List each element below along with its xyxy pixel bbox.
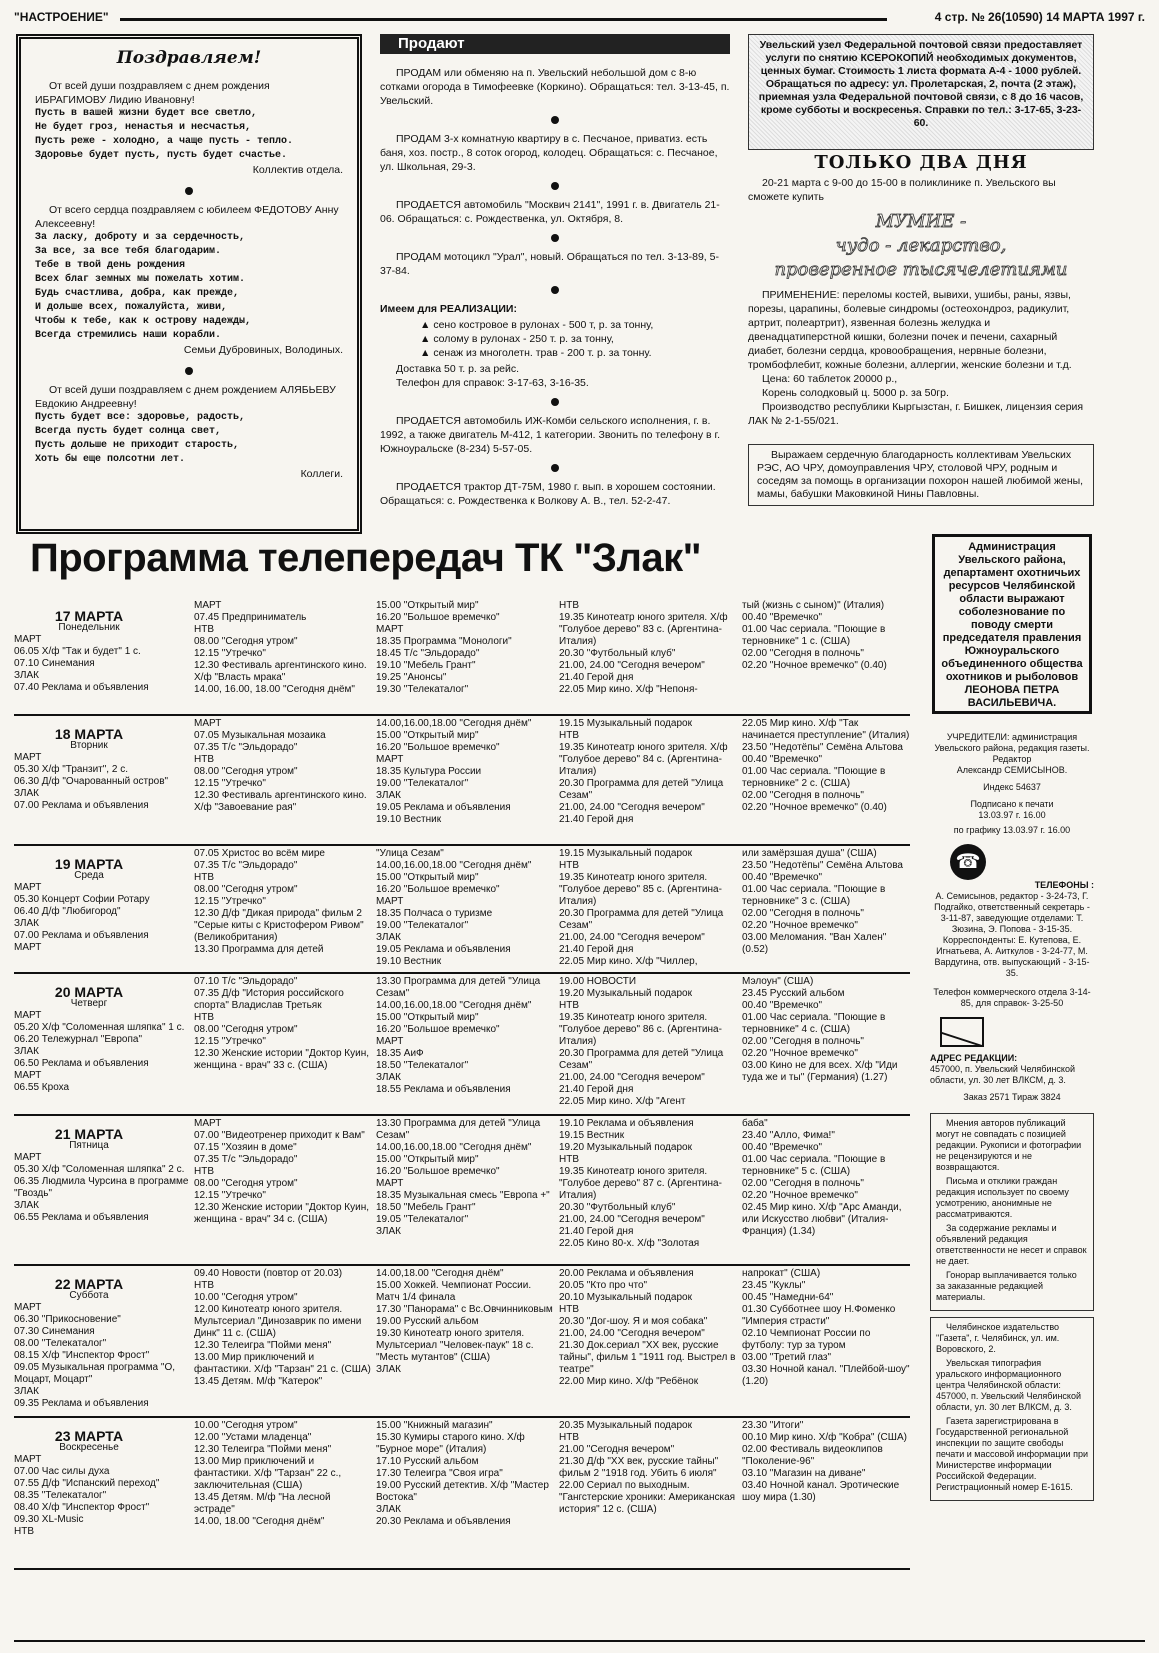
tv-listing: 13.30 Программа для детей "Улица Сезам" 14.00,16.00,18.00 "Сегодня днём" 15.00 "Открытый мир" 16.20 "Большое времечко" МАРТ 18.35 АиФ 18.50 "Телекаталог" ЗЛАК 18.55 Реклама и объявления: [376, 976, 541, 1095]
poem-line: Здоровье будет пусть, пусть будет счастье.: [35, 150, 288, 161]
tv-day-date: 18 МАРТА: [54, 726, 124, 742]
tv-listing: 19.00 НОВОСТИ 19.20 Музыкальный подарок НТВ 19.35 Кинотеатр юного зрителя. "Голубое дерево" 86 с. (Аргентина-Италия) 20.30 Программа для детей "Улица Сезам" 21.00, 24.00 "Сегодня вечером" 21.40 Герой дня 22.05 Мир кино. Х/ф "Агент: [559, 976, 724, 1107]
poem-line: Пусть в вашей жизни будет все светло,: [35, 108, 258, 119]
greeting-intro: От всей души поздравляем с днем рождением АЛЯБЬЕВУ Евдокию Андреевну!: [35, 384, 336, 410]
sale-ad: ПРОДАЕТСЯ автомобиль ИЖ-Комби сельского исполнения, г. в. 1992, а также двигатель М-412, 1 категории. Звонить по телефону в г. Южноуральске (8-234) 5-57-05.: [380, 415, 720, 455]
publisher-info: [930, 1317, 1094, 1501]
tv-listing: 13.30 Программа для детей "Улица Сезам" 14.00,16.00,18.00 "Сегодня днём" 15.00 "Открытый мир" 16.20 "Большое времечко" МАРТ 18.35 Музыкальная смесь "Европа +" 18.50 "Мебель Грант" 19.05 "Телекаталог" ЗЛАК: [376, 1118, 550, 1237]
separator-dot: [551, 234, 559, 242]
separator-dot: [185, 187, 193, 195]
realization-item: ▲ сенаж из многолетн. трав - 200 т. р. за тонну.: [420, 346, 730, 360]
tv-day: [14, 716, 910, 846]
tv-day: [14, 598, 910, 716]
realization-title: Имеем для РЕАЛИЗАЦИИ:: [380, 303, 517, 315]
separator-dot: [185, 367, 193, 375]
separator-dot: [551, 398, 559, 406]
tv-day-column: [14, 600, 194, 694]
mumiyo-ad-intro: 20-21 марта с 9-00 до 15-00 в поликлинике п. Увельского вы сможете купить: [748, 177, 1056, 203]
tv-day-date: 22 МАРТА: [54, 1276, 124, 1292]
tv-day-weekday: Воскресенье: [59, 1442, 119, 1453]
address-title: АДРЕС РЕДАКЦИИ:: [930, 1053, 1018, 1063]
tv-day-column: [14, 848, 194, 954]
poem-line: Пусть реже - холодно, а чаще пусть - тепло.: [35, 136, 294, 147]
print-order: Заказ 2571 Тираж 3824: [963, 1092, 1061, 1102]
sale-ad: ПРОДАМ 3-х комнатную квартиру в с. Песчаное, приватиз. есть баня, хоз. постр., 8 соток огород, колодец. Обращаться: с. Песчаное, ул. Школьная, 29-3.: [380, 133, 718, 173]
poem-line: Всегда стремились наши корабли.: [35, 330, 222, 341]
tv-day-weekday: Вторник: [70, 740, 108, 751]
sale-ad: ПРОДАМ или обменяю на п. Увельский небольшой дом с 8-ю сотками огорода в Тимофеевке (Коркино). Обращаться: тел. 3-13-45, п. Увельский.: [380, 67, 730, 107]
delivery-note: Доставка 50 т. р. за рейс.: [396, 363, 520, 375]
tv-day: [14, 846, 910, 974]
thanks-notice: Выражаем сердечную благодарность коллективам Увельских РЭС, АО ЧРУ, домоуправления ЧРУ, столовой ЧРУ, родным и соседям за помощь в организации похорон нашей любимой жены, мамы, бабушки Маковкиной Нины Павловны.: [748, 444, 1094, 506]
greeting-signature: Коллеги.: [300, 468, 343, 480]
tv-day: [14, 1116, 910, 1266]
poem-line: Пусть будет все: здоровье, радость,: [35, 412, 246, 423]
realization-item: ▲ солому в рулонах - 250 т. р. за тонну,: [420, 332, 730, 346]
tv-listing: 22.05 Мир кино. Х/ф "Так начинается преступление" (Италия) 23.50 "Недотёпы" Семёна Альтова 00.40 "Времечко" 01.00 Час сериала. "Поющие в терновнике" 2 с. (США) 02.00 "Сегодня в полночь" 02.20 "Ночное времечко" (0.40): [742, 718, 910, 813]
poem-line: За все, за все тебя благодарим.: [35, 246, 222, 257]
separator-dot: [551, 464, 559, 472]
tv-listing: 14.00,16.00,18.00 "Сегодня днём" 15.00 "Открытый мир" 16.20 "Большое времечко" МАРТ 18.35 Культура России 19.00 "Телекаталог" ЗЛАК 19.05 Реклама и объявления 19.10 Вестник: [376, 718, 532, 825]
poem-line: Всех благ земных мы пожелать хотим.: [35, 274, 246, 285]
tv-day-column: [14, 1420, 194, 1538]
tv-listing: МАРТ 05.30 Концерт Софии Ротару 06.40 Д/ф "Любигород" ЗЛАК 07.00 Реклама и объявления МАРТ: [14, 882, 150, 953]
tv-day-date: 20 МАРТА: [54, 984, 124, 1000]
poem-line: Тебе в твой день рождения: [35, 260, 186, 271]
publisher-line: Увельская типография уральского информационного центра Челябинской области: 457000, п. Увельский Челябинской области, ул. 30 лет ВЛКСМ, д. 3.: [936, 1358, 1081, 1412]
tv-listing: 14.00,18.00 "Сегодня днём" 15.00 Хоккей. Чемпионат России. Матч 1/4 финала 17.30 "Панорама" с Вс.Овчинниковым 19.00 Русский альбом 19.30 Кинотеатр юного зрителя. Мультсериал "Человек-паук" 18 с. "Месть мутантов" (США) ЗЛАК: [376, 1268, 553, 1375]
tv-listing: МАРТ 05.30 Х/ф "Соломенная шляпка" 2 с. 06.35 Людмила Чурсина в программе "Гвоздь" ЗЛАК 06.55 Реклама и объявления: [14, 1152, 189, 1223]
tv-day-weekday: Понедельник: [58, 622, 120, 633]
condolence-notice: Администрация Увельского района, департамент охотничьих ресурсов Челябинской области выражают соболезнование по поводу смерти председателя правления Южноуральского объединенного общества охотников и рыболовов ЛЕОНОВА ПЕТРА ВАСИЛЬЕВИЧА.: [932, 534, 1092, 714]
poem-line: И дольше всех, пожалуйста, живи,: [35, 302, 228, 313]
realization-phone: Телефон для справок: 3-17-63, 3-16-35.: [396, 377, 589, 389]
poem-line: Будь счастлива, добра, как прежде,: [35, 288, 240, 299]
tv-listing: МАРТ 06.05 Х/ф "Так и будет" 1 с. 07.10 Синемания ЗЛАК 07.40 Реклама и объявления: [14, 634, 149, 693]
phones-list: А. Семисынов, редактор - 3-24-73, Г. Подгайко, ответственный секретарь - 3-11-87, заведующие отделами: Т. Зюзина, Э. Попова - 3-15-35. Корреспонденты: Е. Кутепова, Е. Игнатьева, А. Аиткулов - 3-24-77, М. Вардугина, отв. выпускающий - 3-15-35.: [934, 891, 1090, 978]
tv-listing: 10.00 "Сегодня утром" 12.00 "Устами младенца" 12.30 Телеигра "Пойми меня" 13.00 Мир приключений и фантастики. Х/ф "Тарзан" 22 с., заключительная (США) 13.45 Детям. М/ф "На лесной эстраде" 14.00, 18.00 "Сегодня днём": [194, 1420, 342, 1527]
tv-day: [14, 1418, 910, 1570]
phones-title: ТЕЛЕФОНЫ :: [1034, 880, 1094, 890]
tv-listing: НТВ 19.35 Кинотеатр юного зрителя. Х/ф "Голубое дерево" 83 с. (Аргентина-Италия) 20.30 "Футбольный клуб" 21.00, 24.00 "Сегодня вечером" 21.40 Герой дня 22.05 Мир кино. Х/ф "Непоня-: [559, 600, 728, 695]
tv-day-date: 19 МАРТА: [54, 856, 124, 872]
tv-schedule: [14, 598, 910, 1570]
mumiyo-origin: Производство республики Кыргызстан, г. Бишкек, лицензия серия ЛАК № 2-1-55/021.: [748, 401, 1084, 427]
greeting-intro: От всего сердца поздравляем с юбилеем ФЕДОТОВУ Анну Алексеевну!: [35, 204, 339, 230]
separator-dot: [551, 116, 559, 124]
tv-listing: "Улица Сезам" 14.00,16.00,18.00 "Сегодня днём" 15.00 "Открытый мир" 16.20 "Большое времечко" МАРТ 18.35 Полчаса о туризме 19.00 "Телекаталог" ЗЛАК 19.05 Реклама и объявления 19.10 Вестник: [376, 848, 532, 967]
editorial-note: Мнения авторов публикаций могут не совпадать с позицией редакции. Рукописи и фотографии не рецензируются и не возвращаются.: [936, 1118, 1082, 1172]
tv-listing: 19.15 Музыкальный подарок НТВ 19.35 Кинотеатр юного зрителя. Х/ф "Голубое дерево" 84 с. (Аргентина-Италия) 20.30 Программа для детей "Улица Сезам" 21.00, 24.00 "Сегодня вечером" 21.40 Герой дня: [559, 718, 728, 825]
tv-listing: 20.00 Реклама и объявления 20.05 "Кто про что" 20.10 Музыкальный подарок НТВ 20.30 "Дог-шоу. Я и моя собака" 21.00, 24.00 "Сегодня вечером" 21.30 Док.сериал "XX век, русские тайны", фильм 1 "1911 год. Выстрел в театре" 22.00 Мир кино. Х/ф "Ребёнок: [559, 1268, 736, 1387]
imprint-column: [930, 732, 1094, 1507]
mumiyo-usage: ПРИМЕНЕНИЕ: переломы костей, вывихи, ушибы, раны, язвы, порезы, царапины, болевые синдромы (остеохондроз, радикулит, артрит, полеартрит), язвенная болезнь желудка и двенадцатиперстной кишки, болезни почек и печени, сахарный диабет, болезни сердца, кровообращения, нервные болезни, тромбофлебит, кожные болезни, аллергии, женские болезни и т.д.: [748, 289, 1072, 371]
tv-day-weekday: Среда: [74, 870, 104, 881]
signed-label: Подписано к печати: [970, 799, 1054, 809]
founders: УЧРЕДИТЕЛИ: администрация Увельского района, редакция газеты.: [934, 732, 1090, 753]
mumiyo-slogan: [748, 210, 1094, 282]
telephone-icon: ☎: [950, 844, 986, 880]
tv-listing: МАРТ 07.00 Час силы духа 07.55 Д/ф "Испанский переход" 08.35 "Телекаталог" 08.40 Х/ф "Инспектор Фрост" 09.30 XL-Music НТВ: [14, 1454, 160, 1537]
editorial-note: Письма и отклики граждан редакция использует по своему усмотрению, анонимные не рассматриваются.: [936, 1176, 1069, 1219]
root-price: Корень солодковый ц. 5000 р. за 50гр.: [762, 387, 949, 399]
congratulations-body: [35, 79, 343, 481]
congratulations-box: [16, 34, 362, 534]
tv-listing: 07.05 Христос во всём мире 07.35 Т/с "Эльдорадо" НТВ 08.00 "Сегодня утром" 12.15 "Утречко" 12.30 Д/ф "Дикая природа" фильм 2 "Серые киты с Кристофером Ривом" (Великобритания) 13.30 Программа для детей: [194, 848, 364, 955]
slogan-line: проверенное тысячелетиями: [774, 259, 1068, 280]
tv-day: [14, 974, 910, 1116]
publisher-line: Газета зарегистрирована в Государственной региональной инспекции по защите свободы печати и массовой информации при Министерстве информации Российской Федерации. Регистрационный номер Е-1615.: [936, 1416, 1088, 1492]
tv-listing: МАРТ 05.30 Х/ф "Транзит", 2 с. 06.30 Д/ф "Очарованный остров" ЗЛАК 07.00 Реклама и объявления: [14, 752, 169, 811]
subscription-index: Индекс 54637: [983, 782, 1041, 792]
poem-line: Всегда пусть будет солнца свет,: [35, 426, 222, 437]
schedule-time: по графику 13.03.97 г. 16.00: [953, 825, 1071, 835]
poem-line: Пусть дольше не приходит старость,: [35, 440, 240, 451]
editorial-note: Гонорар выплачивается только за заказанные редакцией материалы.: [936, 1270, 1077, 1302]
tv-day-weekday: Суббота: [69, 1290, 109, 1301]
editor-name: Александр СЕМИСЫНОВ.: [956, 765, 1068, 775]
editorial-note: За содержание рекламы и объявлений редакция ответственности не несет и справок не дает.: [936, 1223, 1087, 1266]
tv-day-date: 17 МАРТА: [54, 608, 124, 624]
tv-listing: МАРТ 06.30 "Прикосновение" 07.30 Синемания 08.00 "Телекаталог" 08.15 Х/ф "Инспектор Фрост" 09.05 Музыкальная программа "О, Моцарт, Моцарт" ЗЛАК 09.35 Реклама и объявления: [14, 1302, 176, 1409]
tv-day-column: [14, 718, 194, 812]
poem-line: Не будет гроз, ненастья и несчастья,: [35, 122, 252, 133]
commercial-phone: Телефон коммерческого отдела 3-14-85, для справок- 3-25-50: [933, 987, 1091, 1008]
newspaper-name: "НАСТРОЕНИЕ": [14, 10, 109, 24]
tv-listing: баба" 23.40 "Алло, Фима!" 00.40 "Времечко" 01.00 Час сериала. "Поющие в терновнике" 5 с. (США) 02.00 "Сегодня в полночь" 02.20 "Ночное времечко" 02.45 Мир кино. Х/ф "Арс Аманди, или Искусство любви" (Италия-Франция) (1.34): [742, 1118, 902, 1237]
tv-listing: 19.15 Музыкальный подарок НТВ 19.35 Кинотеатр юного зрителя. "Голубое дерево" 85 с. (Аргентина-Италия) 20.30 Программа для детей "Улица Сезам" 21.00, 24.00 "Сегодня вечером" 21.40 Герой дня 22.05 Мир кино. Х/ф "Чиллер,: [559, 848, 724, 967]
tv-day-weekday: Четверг: [70, 998, 108, 1009]
poem-line: За ласку, доброту и за сердечность,: [35, 232, 246, 243]
envelope-icon: [940, 1017, 984, 1047]
tv-listing: 23.30 "Итоги" 00.10 Мир кино. Х/ф "Кобра" (США) 02.00 Фестиваль видеоклипов "Поколение-96" 03.10 "Магазин на диване" 03.40 Ночной канал. Эротические шоу мира (1.30): [742, 1420, 907, 1503]
sales-column: [380, 34, 730, 514]
tv-day-date: 23 МАРТА: [54, 1428, 124, 1444]
tv-listing: 09.40 Новости (повтор от 20.03) НТВ 10.00 "Сегодня утром" 12.00 Кинотеатр юного зрителя. Мультсериал "Динозаврик по имени Динк" 11 с. (США) 12.30 Телеигра "Пойми меня" 13.00 Мир приключений и фантастики. Х/ф "Тарзан" 21 с. (США) 13.45 Детям. М/ф "Катерок": [194, 1268, 371, 1387]
publisher-line: Челябинское издательство "Газета", г. Челябинск, ул. им. Воровского, 2.: [936, 1322, 1060, 1354]
signed-time: 13.03.97 г. 16.00: [978, 810, 1046, 820]
tv-day-weekday: Пятница: [69, 1140, 109, 1151]
tv-listing: 20.35 Музыкальный подарок НТВ 21.00 "Сегодня вечером" 21.30 Д/ф "XX век, русские тайны" фильм 2 "1918 год. Убить 6 июля" 22.00 Сериал по выходным. "Гангстерские хроники: Американская история" 12 с. (США): [559, 1420, 736, 1515]
mumiyo-ad: [748, 152, 1094, 428]
tv-listing: 07.10 Т/с "Эльдорадо" 07.35 Д/ф "История российского спорта" Владислав Третьяк НТВ 08.00 "Сегодня утром" 12.15 "Утречко" 12.30 Женские истории "Доктор Куин, женщина - врач" 33 с. (США): [194, 976, 369, 1071]
greeting-signature: Семьи Дубровиных, Володиных.: [183, 344, 343, 356]
tv-listing: или замёрзшая душа" (США) 23.50 "Недотёпы" Семёна Альтова 00.40 "Времечко" 01.00 Час сериала. "Поющие в терновнике" 3 с. (США) 02.00 "Сегодня в полночь" 02.20 "Ночное времечко" 03.00 Меломания. "Ван Хален" (0.52): [742, 848, 903, 955]
address: 457000, п. Увельский Челябинской области, ул. 30 лет ВЛКСМ, д. 3.: [930, 1064, 1075, 1085]
tv-listing: напрокат" (США) 23.45 "Куклы" 00.45 "Намедни-64" 01.30 Субботнее шоу Н.Фоменко "Империя страсти" 02.10 Чемпионат России по футболу: тур за туром 03.00 "Третий глаз" 03.30 Ночной канал. "Плейбой-шоу" (1.20): [742, 1268, 910, 1387]
realization-item: ▲ сено костровое в рулонах - 500 т, р. за тонну,: [420, 318, 730, 332]
editor-label: Редактор: [992, 754, 1032, 764]
poem-line: Чтобы к тебе, как к острову надежды,: [35, 316, 252, 327]
tv-day: [14, 1266, 910, 1418]
tv-listing: МАРТ 07.05 Музыкальная мозаика 07.35 Т/с "Эльдорадо" НТВ 08.00 "Сегодня утром" 12.15 "Утречко" 12.30 Фестиваль аргентинского кино. Х/ф "Завоевание рая": [194, 718, 367, 813]
tv-listing: Мэлоун" (США) 23.45 Русский альбом 00.40 "Времечко" 01.00 Час сериала. "Поющие в терновнике" 4 с. (США) 02.00 "Сегодня в полночь" 02.20 "Ночное времечко" 03.00 Кино не для всех. Х/ф "Иди туда же и ты" (Германия) (1.27): [742, 976, 898, 1083]
sale-ad: ПРОДАЕТСЯ автомобиль "Москвич 2141", 1991 г. в. Двигатель 21-06. Обращаться: с. Рождественка, ул. Октября, 8.: [380, 199, 720, 225]
editorial-notes: [930, 1113, 1094, 1311]
tv-listing: 15.00 "Открытый мир" 16.20 "Большое времечко" МАРТ 18.35 Программа "Монологи" 18.45 Т/с "Эльдорадо" 19.10 "Мебель Грант" 19.25 "Анонсы" 19.30 "Телекаталог": [376, 600, 512, 695]
tv-day-column: [14, 1268, 194, 1410]
slogan-line: МУМИЕ -: [875, 211, 967, 232]
tv-listing: 15.00 "Книжный магазин" 15.30 Кумиры старого кино. Х/ф "Бурное море" (Италия) 17.10 Русский альбом 17.30 Телеигра "Своя игра" 19.00 Русский детектив. Х/ф "Мастер Востока" ЗЛАК 20.30 Реклама и объявления: [376, 1420, 549, 1527]
separator-dot: [551, 286, 559, 294]
xerox-ad: Увельский узел Федеральной почтовой связи предоставляет услуги по снятию КСЕРОКОПИЙ необходимых документов, ценных бумаг. Стоимость 1 листа формата А-4 - 1000 рублей. Обращаться по адресу: ул. Пролетарская, 2, почта (2 этаж), приемная узла Федеральной почтовой связи, с 8 до 16 часов, кроме субботы и воскресенья. Справки по тел.: 3-17-65, 3-23-60.: [748, 34, 1094, 150]
tv-day-column: [14, 1118, 194, 1224]
tv-day-column: [14, 976, 194, 1094]
sale-ad: ПРОДАМ мотоцикл "Урал", новый. Обращаться по тел. 3-13-89, 5-37-84.: [380, 251, 719, 277]
sales-heading: Продают: [380, 34, 730, 54]
greeting-intro: От всей души поздравляем с днем рождения ИБРАГИМОВУ Лидию Ивановну!: [35, 80, 270, 106]
congratulations-title: Поздравляем!: [116, 48, 262, 68]
realization-list: [420, 318, 730, 360]
tv-program-title: Программа телепередач ТК "Злак": [30, 536, 702, 580]
header-rule: [120, 18, 887, 21]
poem-line: Хоть бы еще полсотни лет.: [35, 454, 186, 465]
sale-ad: ПРОДАЕТСЯ трактор ДТ-75М, 1980 г. вып. в хорошем состоянии. Обращаться: с. Рождественка к Волкову А. В., тел. 52-2-47.: [380, 481, 716, 507]
tv-listing: МАРТ 05.20 Х/ф "Соломенная шляпка" 1 с. 06.20 Тележурнал "Европа" ЗЛАК 06.50 Реклама и объявления МАРТ 06.55 Кроха: [14, 1010, 185, 1093]
tv-listing: МАРТ 07.45 Предприниматель НТВ 08.00 "Сегодня утром" 12.15 "Утречко" 12.30 Фестиваль аргентинского кино. Х/ф "Власть мрака" 14.00, 16.00, 18.00 "Сегодня днём": [194, 600, 367, 695]
tv-listing: 19.10 Реклама и объявления 19.15 Вестник 19.20 Музыкальный подарок НТВ 19.35 Кинотеатр юного зрителя. "Голубое дерево" 87 с. (Аргентина-Италия) 20.30 "Футбольный клуб" 21.00, 24.00 "Сегодня вечером" 21.40 Герой дня 22.05 Кино 80-х. Х/ф "Золотая: [559, 1118, 722, 1249]
slogan-line: чудо - лекарство,: [835, 235, 1007, 256]
founders-block: [930, 732, 1094, 836]
page-bottom-rule: [14, 1640, 1145, 1642]
mumiyo-price: Цена: 60 таблеток 20000 р.,: [762, 373, 898, 385]
tv-listing: тый (жизнь с сыном)" (Италия) 00.40 "Времечко" 01.00 Час сериала. "Поющие в терновнике" 1 с. (США) 02.00 "Сегодня в полночь" 02.20 "Ночное времечко" (0.40): [742, 600, 887, 671]
tv-day-date: 21 МАРТА: [54, 1126, 124, 1142]
separator-dot: [551, 182, 559, 190]
issue-info: 4 стр. № 26(10590) 14 МАРТА 1997 г.: [934, 10, 1145, 24]
mumiyo-ad-title: ТОЛЬКО ДВА ДНЯ: [814, 152, 1028, 173]
tv-listing: МАРТ 07.00 "Видеотренер приходит к Вам" 07.15 "Хозяин в доме" 07.35 Т/с "Эльдорадо" НТВ 08.00 "Сегодня утром" 12.15 "Утречко" 12.30 Женские истории "Доктор Куин, женщина - врач" 34 с. (США): [194, 1118, 369, 1225]
sales-body: [380, 66, 730, 508]
greeting-signature: Коллектив отдела.: [252, 164, 343, 176]
